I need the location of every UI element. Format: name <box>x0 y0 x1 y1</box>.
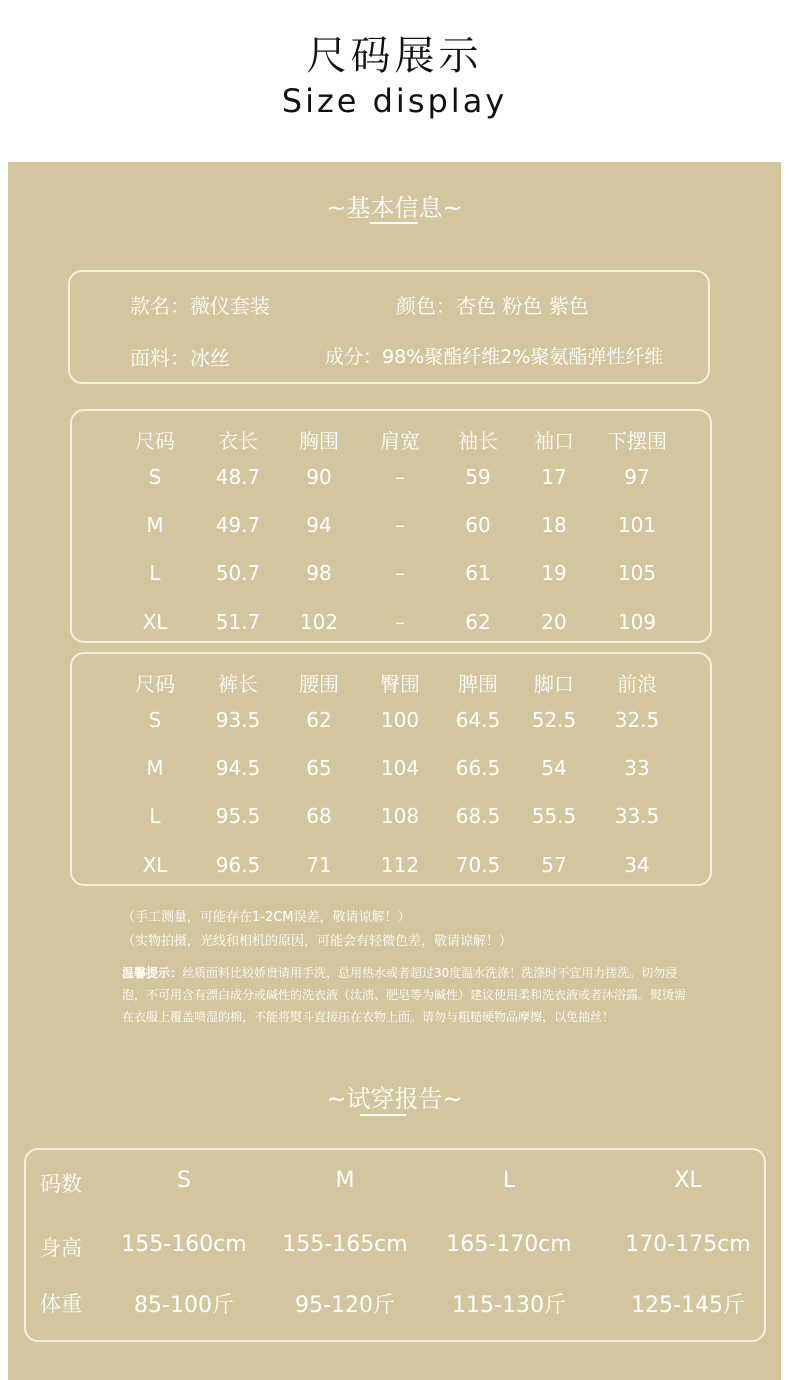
top-header-cell: 袖长 <box>458 429 498 453</box>
top-table-cell: 51.7 <box>215 610 261 634</box>
top-header-cell: 胸围 <box>299 429 339 453</box>
pants-table-cell: 52.5 <box>531 708 577 732</box>
page-title: 尺码展示 <box>306 33 483 79</box>
pants-table-cell: 66.5 <box>455 756 501 780</box>
pants-table-cell: S <box>148 708 162 732</box>
pants-table-cell: 33 <box>624 756 650 780</box>
top-table-cell: 94 <box>306 513 332 537</box>
pants-header-cell: 前浪 <box>617 672 657 696</box>
top-table-cell: 61 <box>465 561 491 585</box>
note-measure: （手工测量，可能存在1-2CM误差，敬请谅解！） <box>122 910 411 925</box>
pants-table-cell: 34 <box>624 853 650 877</box>
trial-weight-cell: 95-120斤 <box>295 1293 395 1318</box>
top-table-cell: 50.7 <box>215 561 261 585</box>
basic-info-underline <box>370 222 418 224</box>
pants-table-cell: 94.5 <box>215 756 261 780</box>
trial-size-label: 码数 <box>40 1172 82 1196</box>
top-table-cell: 20 <box>541 610 567 634</box>
pants-table-cell: XL <box>142 853 168 877</box>
top-table-cell: L <box>149 561 161 585</box>
pants-table-cell: 71 <box>306 853 332 877</box>
top-table-cell: S <box>148 465 162 489</box>
style-name: 款名：薇仪套装 <box>130 294 270 318</box>
top-table-cell: – <box>395 513 405 537</box>
top-table-cell: 105 <box>617 561 657 585</box>
top-header-cell: 下摆围 <box>607 429 667 453</box>
top-table-cell: M <box>146 513 164 537</box>
trial-size-cell: S <box>177 1168 191 1193</box>
pants-table-cell: 68 <box>306 804 332 828</box>
pants-table-cell: L <box>149 804 161 828</box>
trial-height-cell: 155-165cm <box>282 1232 408 1257</box>
top-table-cell: 90 <box>306 465 332 489</box>
pants-table-cell: 104 <box>380 756 420 780</box>
trial-size-cell: XL <box>674 1168 702 1193</box>
basic-info-title: ~基本信息~ <box>326 194 463 222</box>
pants-table-cell: 100 <box>380 708 420 732</box>
top-header-cell: 肩宽 <box>380 429 420 453</box>
top-table-cell: 18 <box>541 513 567 537</box>
fabric: 面料：冰丝 <box>130 346 230 370</box>
page-header <box>0 0 789 162</box>
top-header-cell: 袖口 <box>534 429 574 453</box>
trial-size-cell: L <box>502 1168 516 1193</box>
top-table-cell: 48.7 <box>215 465 261 489</box>
color-options: 颜色：杏色 粉色 紫色 <box>396 294 589 318</box>
top-table-cell: 17 <box>541 465 567 489</box>
pants-table-cell: 33.5 <box>614 804 660 828</box>
trial-height-cell: 170-175cm <box>625 1232 751 1257</box>
top-header-cell: 尺码 <box>135 429 175 453</box>
top-table-cell: – <box>395 610 405 634</box>
pants-table-cell: 108 <box>380 804 420 828</box>
top-table-cell: 102 <box>299 610 339 634</box>
note-photo: （实物拍摄，光线和相机的原因，可能会有轻微色差，敬请谅解！） <box>122 934 513 949</box>
top-table-cell: – <box>395 561 405 585</box>
pants-table-cell: M <box>146 756 164 780</box>
trial-weight-cell: 85-100斤 <box>134 1293 234 1318</box>
trial-report-title: ~试穿报告~ <box>326 1085 463 1113</box>
pants-table-cell: 54 <box>541 756 567 780</box>
top-table-cell: 60 <box>465 513 491 537</box>
trial-report-underline <box>360 1114 406 1116</box>
composition: 成分：98%聚酯纤维2%聚氨酯弹性纤维 <box>325 346 664 368</box>
top-header-cell: 衣长 <box>218 429 258 453</box>
top-table-cell: XL <box>142 610 168 634</box>
top-table-cell: 101 <box>617 513 657 537</box>
trial-size-cell: M <box>335 1168 355 1193</box>
care-tip-label: 温馨提示： <box>122 966 183 980</box>
trial-weight-label: 体重 <box>40 1292 82 1316</box>
pants-table-cell: 93.5 <box>215 708 261 732</box>
pants-header-cell: 尺码 <box>135 672 175 696</box>
top-table-cell: 62 <box>465 610 491 634</box>
top-table-cell: 98 <box>306 561 332 585</box>
top-table-cell: 59 <box>465 465 491 489</box>
pants-header-cell: 裤长 <box>218 672 258 696</box>
pants-table-cell: 96.5 <box>215 853 261 877</box>
top-table-cell: 19 <box>541 561 567 585</box>
top-table-cell: 97 <box>624 465 650 489</box>
pants-table-cell: 65 <box>306 756 332 780</box>
pants-header-cell: 臀围 <box>380 672 420 696</box>
pants-table-cell: 62 <box>306 708 332 732</box>
pants-header-cell: 腰围 <box>299 672 339 696</box>
pants-table-cell: 112 <box>380 853 420 877</box>
pants-table-cell: 64.5 <box>455 708 501 732</box>
trial-height-cell: 165-170cm <box>446 1232 572 1257</box>
trial-height-cell: 155-160cm <box>121 1232 247 1257</box>
pants-header-cell: 脾围 <box>458 672 498 696</box>
trial-weight-cell: 125-145斤 <box>631 1293 745 1318</box>
pants-table-cell: 57 <box>541 853 567 877</box>
pants-header-cell: 脚口 <box>534 672 574 696</box>
top-table-cell: 109 <box>617 610 657 634</box>
top-table-cell: 49.7 <box>215 513 261 537</box>
care-tip-text: 丝质面料比较娇贵请用手洗，总用热水或者超过30度温水洗涤！洗涤时不宜用力搓洗。切勿浸泡，不可用含有漂白成分或碱性的洗衣液（汰渍、肥皂等为碱性）建议使用柔和洗衣液或者沐浴露。熨烫需在衣服上覆盖喷湿的棉，不能将熨斗直接压在衣物上面。请勿与粗糙硬物品摩擦，以免抽丝！ <box>122 966 687 1024</box>
page-subtitle: Size display <box>281 82 508 120</box>
pants-table-cell: 32.5 <box>614 708 660 732</box>
pants-table-cell: 68.5 <box>455 804 501 828</box>
care-tip <box>122 962 692 1028</box>
pants-table-cell: 95.5 <box>215 804 261 828</box>
trial-height-label: 身高 <box>40 1236 82 1260</box>
pants-table-cell: 55.5 <box>531 804 577 828</box>
top-table-cell: – <box>395 465 405 489</box>
trial-weight-cell: 115-130斤 <box>452 1293 566 1318</box>
pants-table-cell: 70.5 <box>455 853 501 877</box>
